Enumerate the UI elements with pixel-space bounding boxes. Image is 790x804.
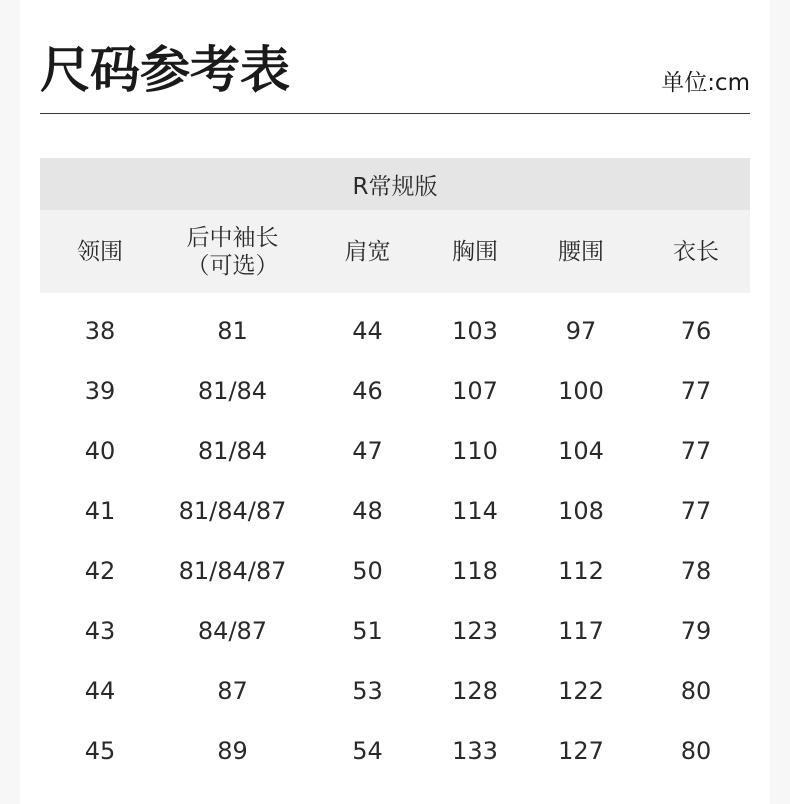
cell-neck: 44 bbox=[84, 677, 116, 705]
table-row bbox=[40, 601, 750, 661]
cell-neck: 40 bbox=[84, 437, 116, 465]
cell-shoulder: 44 bbox=[352, 317, 383, 345]
cell-length: 77 bbox=[680, 377, 712, 405]
cell-length: 76 bbox=[680, 317, 712, 345]
cell-waist: 112 bbox=[558, 557, 604, 585]
cell-chest: 123 bbox=[452, 617, 498, 645]
cell-neck: 45 bbox=[84, 737, 116, 765]
cell-waist: 104 bbox=[558, 437, 604, 465]
cell-back-sleeve: 89 bbox=[217, 737, 248, 765]
cell-back-sleeve: 81/84/87 bbox=[178, 497, 287, 525]
column-header-waist: 腰围 bbox=[520, 210, 642, 293]
cell-neck: 38 bbox=[84, 317, 116, 345]
title-divider bbox=[40, 113, 750, 114]
cell-chest: 103 bbox=[452, 317, 498, 345]
spacer-cell bbox=[40, 293, 750, 301]
cell-chest: 110 bbox=[452, 437, 498, 465]
cell-neck: 39 bbox=[84, 377, 116, 405]
cell-shoulder: 48 bbox=[352, 497, 383, 525]
cell-chest: 114 bbox=[452, 497, 498, 525]
cell-waist: 122 bbox=[558, 677, 604, 705]
version-label: R常规版 bbox=[40, 158, 750, 210]
cell-length: 79 bbox=[680, 617, 712, 645]
cell-chest: 128 bbox=[452, 677, 498, 705]
cell-length: 77 bbox=[680, 497, 712, 525]
cell-back-sleeve: 81/84 bbox=[197, 437, 268, 465]
cell-shoulder: 53 bbox=[352, 677, 383, 705]
column-header-neck: 领围 bbox=[40, 210, 160, 293]
table-row bbox=[40, 481, 750, 541]
column-header-back-sleeve: 后中袖长 （可选） bbox=[160, 210, 305, 293]
version-row bbox=[40, 158, 750, 210]
cell-shoulder: 51 bbox=[352, 617, 383, 645]
table-row bbox=[40, 541, 750, 601]
column-header-row bbox=[40, 210, 750, 293]
cell-waist: 117 bbox=[558, 617, 604, 645]
cell-back-sleeve: 81/84/87 bbox=[178, 557, 287, 585]
column-header-shoulder: 肩宽 bbox=[305, 210, 430, 293]
cell-back-sleeve: 84/87 bbox=[197, 617, 268, 645]
cell-length: 77 bbox=[680, 437, 712, 465]
cell-neck: 41 bbox=[84, 497, 116, 525]
cell-chest: 118 bbox=[452, 557, 498, 585]
column-header-chest: 胸围 bbox=[430, 210, 520, 293]
cell-back-sleeve: 81/84 bbox=[197, 377, 268, 405]
cell-length: 80 bbox=[680, 737, 712, 765]
size-chart-sheet bbox=[20, 0, 770, 804]
table-row bbox=[40, 301, 750, 361]
table-row bbox=[40, 421, 750, 481]
cell-shoulder: 47 bbox=[352, 437, 383, 465]
page-title: 尺码参考表 bbox=[40, 41, 290, 99]
cell-chest: 133 bbox=[452, 737, 498, 765]
cell-length: 78 bbox=[680, 557, 712, 585]
cell-back-sleeve: 87 bbox=[217, 677, 248, 705]
table-spacer bbox=[40, 293, 750, 301]
cell-shoulder: 46 bbox=[352, 377, 383, 405]
cell-waist: 97 bbox=[565, 317, 597, 345]
table-body bbox=[40, 293, 750, 781]
unit-label: 单位:cm bbox=[661, 70, 750, 96]
cell-length: 80 bbox=[680, 677, 712, 705]
table-row bbox=[40, 361, 750, 421]
cell-neck: 43 bbox=[84, 617, 116, 645]
cell-chest: 107 bbox=[452, 377, 498, 405]
cell-neck: 42 bbox=[84, 557, 116, 585]
table-row bbox=[40, 661, 750, 721]
column-header-length: 衣长 bbox=[642, 210, 750, 293]
cell-shoulder: 54 bbox=[352, 737, 383, 765]
cell-back-sleeve: 81 bbox=[217, 317, 248, 345]
cell-waist: 127 bbox=[558, 737, 604, 765]
cell-waist: 108 bbox=[558, 497, 604, 525]
cell-shoulder: 50 bbox=[352, 557, 383, 585]
table-row bbox=[40, 721, 750, 781]
cell-waist: 100 bbox=[558, 377, 604, 405]
size-table bbox=[40, 158, 750, 781]
